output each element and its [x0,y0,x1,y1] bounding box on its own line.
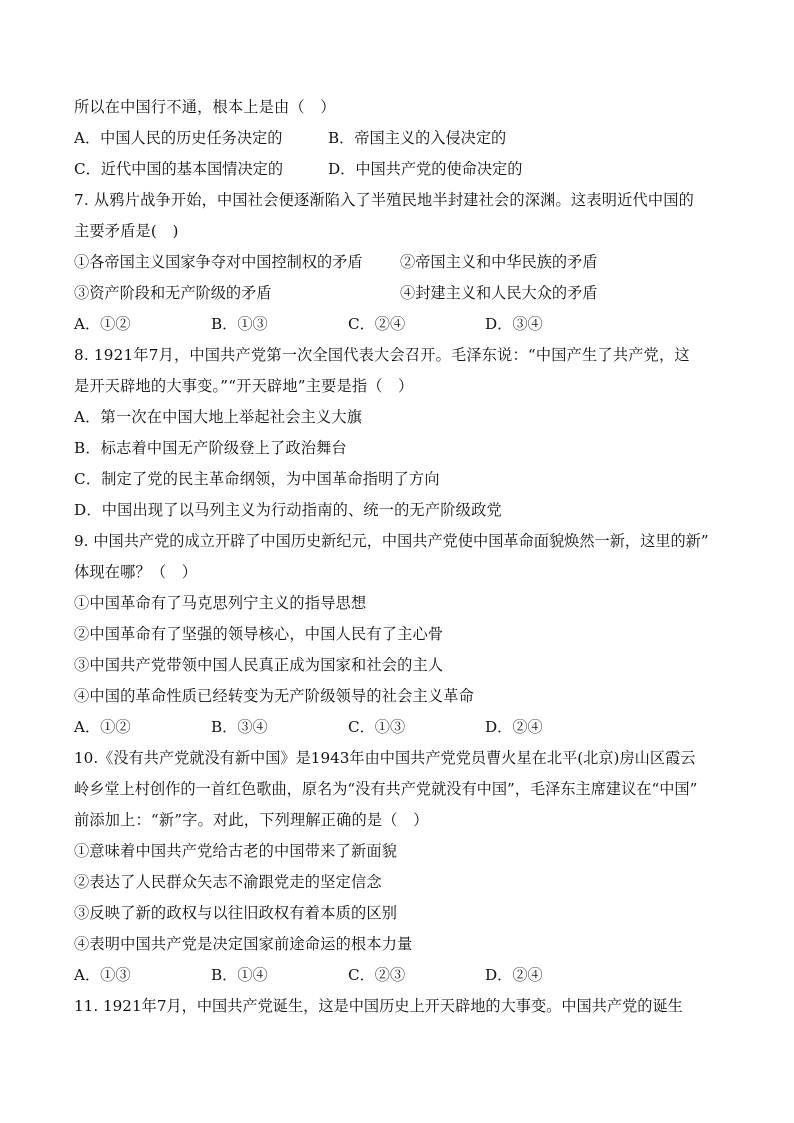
q11-stem: 11. 1921年7月，中国共产党诞生，这是中国历史上开天辟地的大事变。中国共产党的诞生 [74,997,683,1015]
q10-option-d: D．②④ [485,966,543,984]
q10-option-c: C．②③ [348,966,406,984]
q7-statement-4: ④封建主义和人民大众的矛盾 [400,284,598,302]
q10-statement-4: ④表明中国共产党是决定国家前途命运的根本力量 [74,935,413,953]
q7-option-a: A．①② [74,315,131,333]
q10-stem: 10.《没有共产党就没有新中国》是1943年由中国共产党党员曹火星在北平(北京)房山区霞云 [74,749,696,767]
q8-option-c: C．制定了党的民主革命纲领，为中国革命指明了方向 [74,470,440,488]
q6-options-row1 [74,123,734,154]
q9-stem-cont: 体现在哪？（ ） [74,563,198,581]
q9-option-b: B．③④ [211,718,268,736]
q10-stem-cont2: 前添加上：“新”字。对此，下列理解正确的是（ ） [74,811,429,829]
q6-option-d: D．中国共产党的使命决定的 [328,160,523,178]
q10-statement-2: ②表达了人民群众矢志不渝跟党走的坚定信念 [74,873,382,891]
q10-stem-cont1: 岭乡堂上村创作的一首红色歌曲，原名为“没有共产党就没有中国”，毛泽东主席建议在“中国” [74,780,698,798]
q9-option-d: D．②④ [485,718,543,736]
q10-options [74,960,734,991]
q10-statement-3: ③反映了新的政权与以往旧政权有着本质的区别 [74,904,398,922]
q8-stem: 8. 1921年7月，中国共产党第一次全国代表大会召开。毛泽东说：“中国产生了共产党，这 [74,346,690,364]
q7-option-c: C．②④ [348,315,406,333]
q8-stem-cont: 是开天辟地的大事变。”“开天辟地”主要是指（ ） [74,377,414,395]
q9-option-c: C．①③ [348,718,406,736]
q9-options [74,712,734,743]
q10-option-b: B．①④ [211,966,268,984]
q6-stem-tail: 所以在中国行不通，根本上是由（ ） [74,98,336,116]
q9-statement-2: ②中国革命有了坚强的领导核心，中国人民有了主心骨 [74,625,444,643]
q7-statement-1: ①各帝国主义国家争夺对中国控制权的矛盾 [74,253,363,271]
q7-option-d: D．③④ [485,315,543,333]
q7-statements-row2 [74,278,734,309]
q6-option-a: A．中国人民的历史任务决定的 [74,129,283,147]
q10-option-a: A．①③ [74,966,131,984]
q7-stem-cont: 主要矛盾是( ) [74,222,179,240]
q6-option-c: C．近代中国的基本国情决定的 [74,160,284,178]
q10-statement-1: ①意味着中国共产党给古老的中国带来了新面貌 [74,842,398,860]
q9-statement-1: ①中国革命有了马克思列宁主义的指导思想 [74,594,367,612]
q6-options-row2 [74,154,734,185]
q9-stem: 9. 中国共产党的成立开辟了中国历史新纪元，中国共产党使中国革命面貌焕然一新，这里的新” [74,532,709,550]
q7-stem: 7. 从鸦片战争开始，中国社会便逐渐陷入了半殖民地半封建社会的深渊。这表明近代中国的 [74,191,695,209]
q8-option-a: A．第一次在中国大地上举起社会主义大旗 [74,408,363,426]
q7-options [74,309,734,340]
q8-option-d: D．中国出现了以马列主义为行动指南的、统一的无产阶级政党 [74,501,502,519]
q7-option-b: B．①③ [211,315,268,333]
q7-statement-2: ②帝国主义和中华民族的矛盾 [400,253,598,271]
q7-statements-row1 [74,247,734,278]
q7-statement-3: ③资产阶段和无产阶级的矛盾 [74,284,272,302]
q9-option-a: A．①② [74,718,131,736]
q9-statement-3: ③中国共产党带领中国人民真正成为国家和社会的主人 [74,656,444,674]
q9-statement-4: ④中国的革命性质已经转变为无产阶级领导的社会主义革命 [74,687,475,705]
q6-option-b: B．帝国主义的入侵决定的 [328,129,507,147]
q8-option-b: B．标志着中国无产阶级登上了政治舞台 [74,439,347,457]
exam-page [74,92,734,1022]
